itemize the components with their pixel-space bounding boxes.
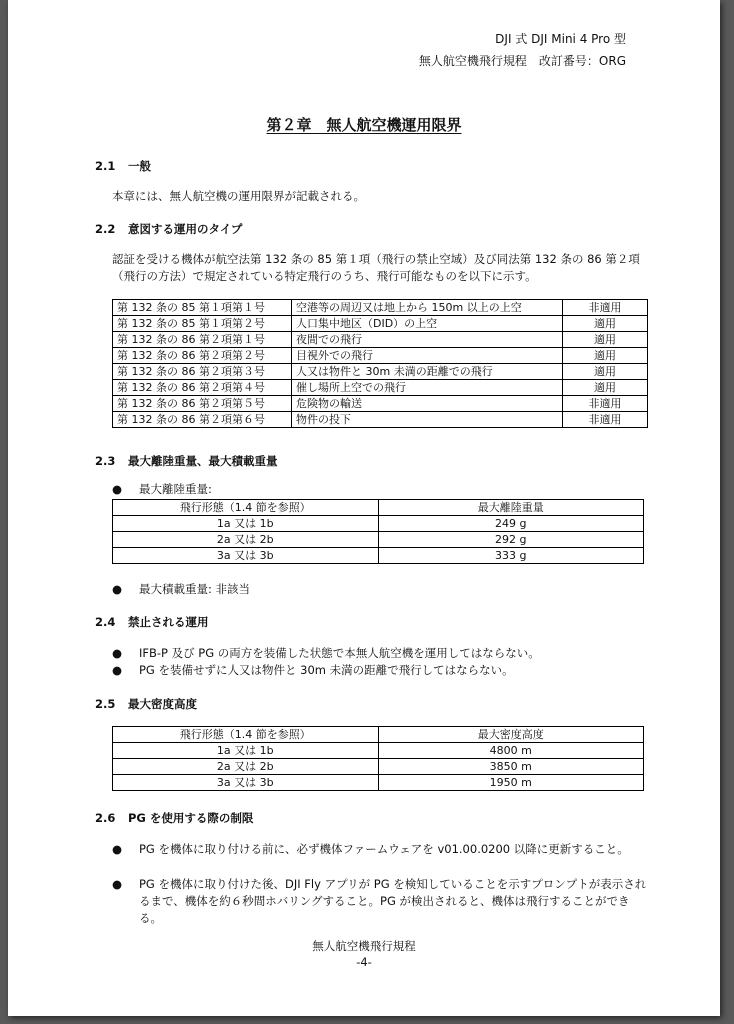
table-cell: 249 g	[378, 516, 644, 532]
bullet-prohibited-1: ● IFB-P 及び PG の両方を装備した状態で本無人航空機を運用してはならない。	[112, 646, 540, 660]
footer-title: 無人航空機飛行規程	[312, 939, 416, 953]
table-cell: 2a 又は 2b	[113, 532, 379, 548]
table-header: 最大離陸重量	[378, 500, 644, 516]
table-row	[113, 316, 648, 332]
table-row	[113, 759, 644, 775]
table-cell: 催し場所上空での飛行	[292, 380, 563, 396]
table-row	[113, 775, 644, 791]
section-title: 最大離陸重量、最大積載重量	[128, 454, 278, 468]
section-number: 2.5	[95, 697, 116, 711]
section-title: 一般	[128, 159, 151, 173]
table-cell: 3a 又は 3b	[113, 548, 379, 564]
table-cell: 目視外での飛行	[292, 348, 563, 364]
table-cell: 3850 m	[378, 759, 644, 775]
document-page	[8, 0, 720, 1016]
chapter-title: 第２章 無人航空機運用限界	[266, 116, 462, 134]
bullet-prohibited-2: ● PG を装備せずに人又は物件と 30m 未満の距離で飛行してはならない。	[112, 663, 514, 677]
table-cell: 第 132 条の 86 第２項第２号	[113, 348, 292, 364]
table-cell: 非適用	[563, 300, 648, 316]
section-2-3-heading	[95, 453, 278, 469]
table-row	[113, 300, 648, 316]
page-number: -4-	[356, 955, 372, 969]
section-number: 2.6	[95, 811, 116, 825]
table-cell: 適用	[563, 316, 648, 332]
table-cell: 1a 又は 1b	[113, 743, 379, 759]
table-cell: 1a 又は 1b	[113, 516, 379, 532]
header-doc-title: 無人航空機飛行規程 改訂番号：ORG	[418, 54, 626, 68]
bullet-pg-restriction-1: ● PG を機体に取り付ける前に、必ず機体ファームウェアを v01.00.0200 以降に更新すること。	[112, 842, 629, 856]
table-row	[113, 548, 644, 564]
max-takeoff-weight-table	[112, 499, 644, 564]
table-cell: 適用	[563, 364, 648, 380]
bullet-icon: ●	[112, 663, 123, 677]
section-title: 最大密度高度	[128, 697, 197, 711]
bullet-icon: ●	[112, 646, 123, 660]
section-number: 2.4	[95, 615, 116, 629]
section-2-4-heading	[95, 614, 209, 630]
bullet-max-payload: ● 最大積載重量: 非該当	[112, 582, 251, 596]
table-cell: 適用	[563, 332, 648, 348]
header-model: DJI 式 DJI Mini 4 Pro 型	[495, 32, 626, 46]
table-row	[113, 532, 644, 548]
table-cell: 292 g	[378, 532, 644, 548]
table-cell: 第 132 条の 85 第１項第１号	[113, 300, 292, 316]
max-density-altitude-table	[112, 726, 644, 791]
table-cell: 危険物の輸送	[292, 396, 563, 412]
table-cell: 非適用	[563, 396, 648, 412]
table-row	[113, 332, 648, 348]
bullet-max-takeoff-weight: ● 最大離陸重量:	[112, 482, 212, 496]
table-cell: 空港等の周辺又は地上から 150m 以上の上空	[292, 300, 563, 316]
table-cell: 第 132 条の 86 第２項第１号	[113, 332, 292, 348]
bullet-icon: ●	[112, 582, 123, 596]
table-header: 飛行形態（1.4 節を参照）	[113, 500, 379, 516]
table-row	[113, 412, 648, 428]
section-2-6-heading	[95, 810, 253, 826]
table-row	[113, 743, 644, 759]
bullet-icon: ●	[112, 842, 123, 856]
table-cell: 第 132 条の 86 第２項第５号	[113, 396, 292, 412]
section-2-1-heading	[95, 158, 151, 174]
bullet-pg-restriction-2: ● PG を機体に取り付けた後、DJI Fly アプリが PG を検知していることを示すプロンプトが表示されるまで、機体を約６秒間ホバリングすること。PG が検出されると、機体は飛行することができる。	[112, 877, 647, 925]
table-cell: 第 132 条の 86 第２項第６号	[113, 412, 292, 428]
section-title: 意図する運用のタイプ	[128, 222, 243, 236]
table-cell: 4800 m	[378, 743, 644, 759]
table-cell: 第 132 条の 85 第１項第２号	[113, 316, 292, 332]
table-cell: 物件の投下	[292, 412, 563, 428]
section-number: 2.2	[95, 222, 116, 236]
section-2-2-heading	[95, 221, 242, 237]
bullet-icon: ●	[112, 482, 123, 496]
table-cell: 適用	[563, 348, 648, 364]
table-row	[113, 348, 648, 364]
section-2-5-heading	[95, 696, 197, 712]
table-cell: 1950 m	[378, 775, 644, 791]
section-2-1-text: 本章には、無人航空機の運用限界が記載される。	[112, 189, 365, 203]
table-cell: 第 132 条の 86 第２項第３号	[113, 364, 292, 380]
flight-type-table	[112, 299, 648, 428]
table-cell: 333 g	[378, 548, 644, 564]
table-cell: 2a 又は 2b	[113, 759, 379, 775]
table-header: 飛行形態（1.4 節を参照）	[113, 727, 379, 743]
table-row	[113, 380, 648, 396]
section-title: PG を使用する際の制限	[128, 811, 254, 825]
table-cell: 人口集中地区（DID）の上空	[292, 316, 563, 332]
section-title: 禁止される運用	[128, 615, 209, 629]
table-row	[113, 364, 648, 380]
section-number: 2.3	[95, 454, 116, 468]
table-header: 最大密度高度	[378, 727, 644, 743]
table-cell: 3a 又は 3b	[113, 775, 379, 791]
table-cell: 第 132 条の 86 第２項第４号	[113, 380, 292, 396]
table-cell: 適用	[563, 380, 648, 396]
section-2-2-text: 認証を受ける機体が航空法第 132 条の 85 第１項（飛行の禁止空域）及び同法第 132 条の 86 第２項（飛行の方法）で規定されている特定飛行のうち、飛行可能なものを以下に示す。	[112, 252, 640, 283]
section-number: 2.1	[95, 159, 116, 173]
table-cell: 人又は物件と 30m 未満の距離での飛行	[292, 364, 563, 380]
table-cell: 非適用	[563, 412, 648, 428]
table-cell: 夜間での飛行	[292, 332, 563, 348]
table-row	[113, 396, 648, 412]
bullet-icon: ●	[112, 877, 123, 891]
table-row	[113, 516, 644, 532]
